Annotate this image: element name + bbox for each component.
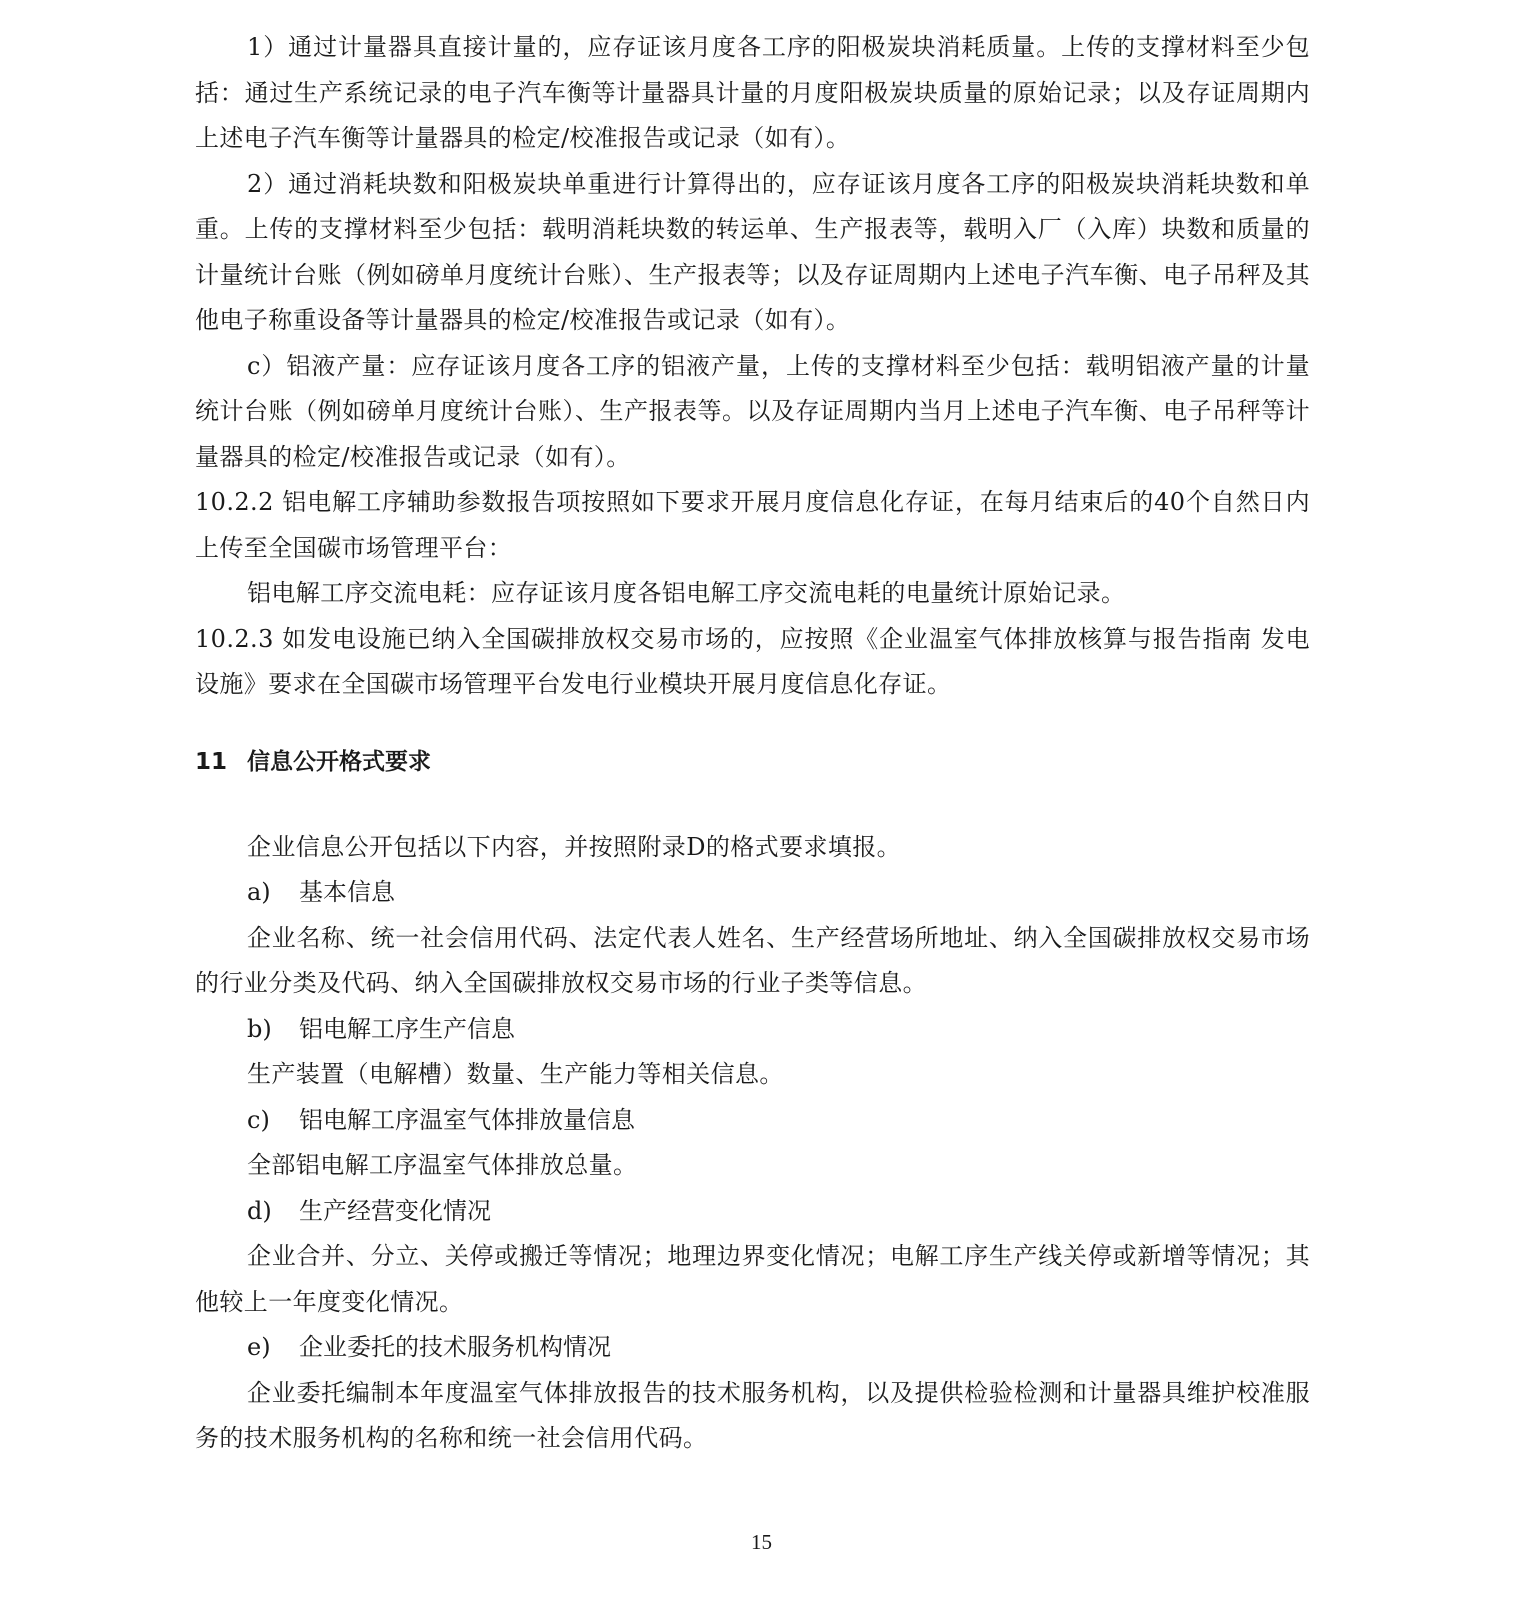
list-item-body: 企业合并、分立、关停或搬迁等情况；地理边界变化情况；电解工序生产线关停或新增等情况；其他较上一年度变化情况。 bbox=[195, 1242, 1310, 1316]
clause-10-2-2-detail: 铝电解工序交流电耗：应存证该月度各铝电解工序交流电耗的电量统计原始记录。 bbox=[247, 579, 1126, 607]
document-page bbox=[195, 25, 1310, 1462]
list-item-body: 企业名称、统一社会信用代码、法定代表人姓名、生产经营场所地址、纳入全国碳排放权交易市场的行业分类及代码、纳入全国碳排放权交易市场的行业子类等信息。 bbox=[195, 923, 1310, 997]
list-item-title bbox=[195, 1098, 1310, 1144]
list-item-label: c) bbox=[247, 1105, 270, 1134]
list-item-heading: 基本信息 bbox=[299, 878, 395, 906]
list-item-heading: 生产经营变化情况 bbox=[299, 1196, 491, 1225]
list-item-title bbox=[195, 1325, 1310, 1371]
list-item-body: 生产装置（电解槽）数量、生产能力等相关信息。 bbox=[247, 1060, 784, 1088]
list-item-label: e) bbox=[247, 1333, 271, 1361]
paragraph-direct-measurement: 1）通过计量器具直接计量的，应存证该月度各工序的阳极炭块消耗质量。上传的支撑材料至少包括：通过生产系统记录的电子汽车衡等计量器具计量的月度阳极炭块质量的原始记录；以及存证周期内上述电子汽车衡等计量器具的检定/校准报告或记录（如有）。 bbox=[195, 33, 1310, 152]
list-item-heading: 企业委托的技术服务机构情况 bbox=[299, 1333, 611, 1361]
list-item-label: d) bbox=[247, 1196, 272, 1225]
list-item-label: b) bbox=[247, 1014, 272, 1043]
section-intro: 企业信息公开包括以下内容，并按照附录D的格式要求填报。 bbox=[247, 832, 902, 861]
list-item-title bbox=[195, 870, 1310, 916]
page-number: 15 bbox=[751, 1530, 772, 1554]
list-item-label: a) bbox=[247, 878, 271, 906]
clause-10-2-3: 10.2.3 如发电设施已纳入全国碳排放权交易市场的，应按照《企业温室气体排放核算与报告指南 发电设施》要求在全国碳市场管理平台发电行业模块开展月度信息化存证。 bbox=[195, 624, 1310, 698]
paragraph-aluminum-output: c）铝液产量：应存证该月度各工序的铝液产量，上传的支撑材料至少包括：载明铝液产量的计量统计台账（例如磅单月度统计台账）、生产报表等。以及存证周期内当月上述电子汽车衡、电子吊秤等计量器具的检定/校准报告或记录（如有）。 bbox=[195, 351, 1310, 471]
list-item-body: 企业委托编制本年度温室气体排放报告的技术服务机构，以及提供检验检测和计量器具维护校准服务的技术服务机构的名称和统一社会信用代码。 bbox=[195, 1378, 1310, 1452]
clause-10-2-2: 10.2.2 铝电解工序辅助参数报告项按照如下要求开展月度信息化存证，在每月结束后的40个自然日内上传至全国碳市场管理平台： bbox=[195, 488, 1310, 562]
list-item-title bbox=[195, 1007, 1310, 1053]
section-number: 11 bbox=[195, 748, 228, 775]
list-item-heading: 铝电解工序生产信息 bbox=[299, 1014, 515, 1043]
section-heading bbox=[195, 740, 1310, 785]
list-item-title bbox=[195, 1189, 1310, 1235]
list-item-heading: 铝电解工序温室气体排放量信息 bbox=[299, 1105, 635, 1134]
section-title: 信息公开格式要求 bbox=[247, 748, 431, 775]
paragraph-block-count-calculation: 2）通过消耗块数和阳极炭块单重进行计算得出的，应存证该月度各工序的阳极炭块消耗块数和单重。上传的支撑材料至少包括：载明消耗块数的转运单、生产报表等，载明入厂（入库）块数和质量的计量统计台账（例如磅单月度统计台账）、生产报表等；以及存证周期内上述电子汽车衡、电子吊秤及其他电子称重设备等计量器具的检定/校准报告或记录（如有）。 bbox=[195, 169, 1310, 334]
list-item-body: 全部铝电解工序温室气体排放总量。 bbox=[247, 1151, 638, 1179]
